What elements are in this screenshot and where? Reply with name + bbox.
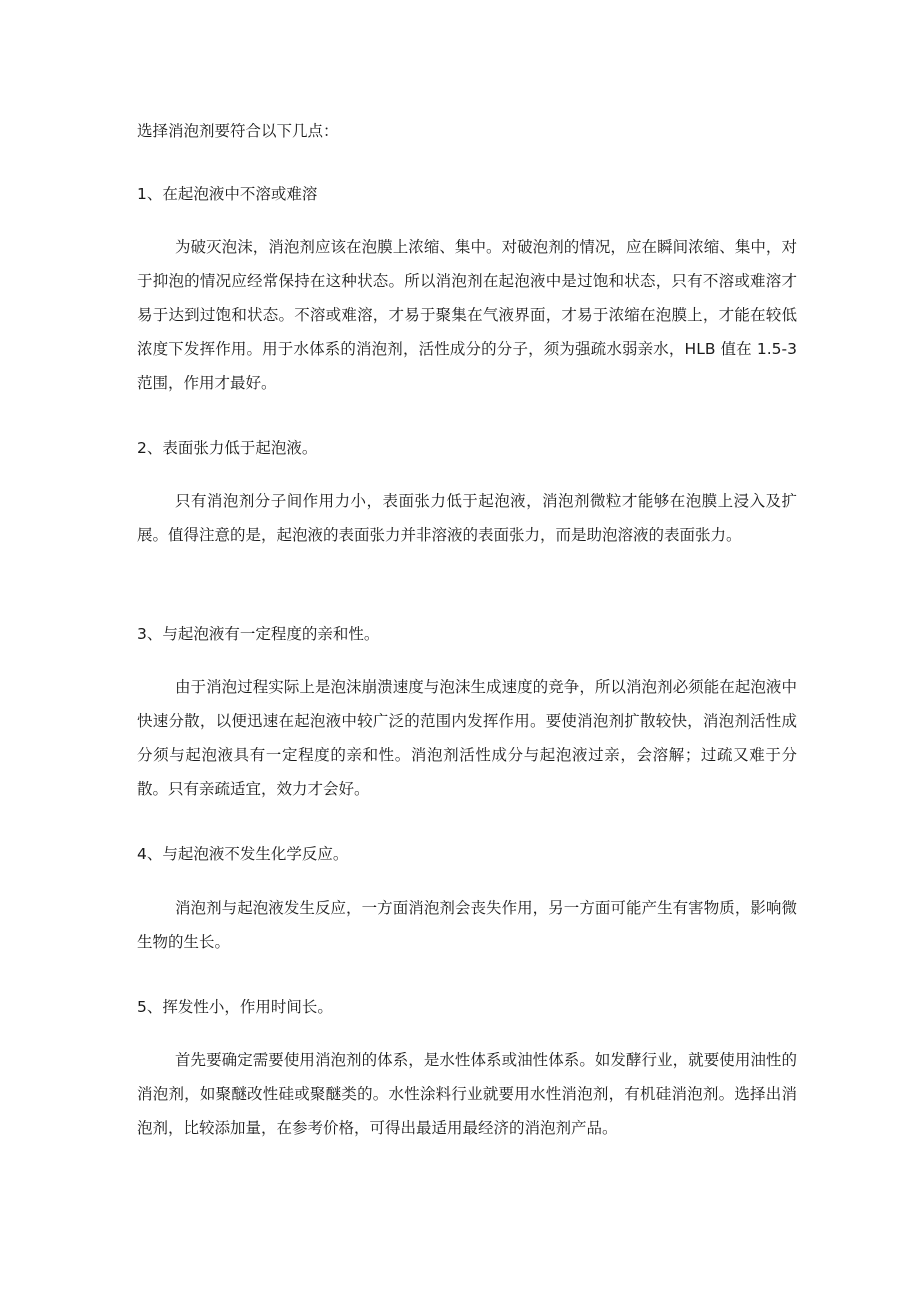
section-1-body: 为破灭泡沫，消泡剂应该在泡膜上浓缩、集中。对破泡剂的情况，应在瞬间浓缩、集中，对于抑泡的情况应经常保持在这种状态。所以消泡剂在起泡液中是过饱和状态，只有不溶或难溶才易于达到过饱和状态。不溶或难溶，才易于聚集在气液界面，才易于浓缩在泡膜上，才能在较低浓度下发挥作用。用于水体系的消泡剂，活性成分的分子，须为强疏水弱亲水，HLB 值在 1.5-3 范围，作用才最好。 [137,238,797,392]
section-3-heading: 3、与起泡液有一定程度的亲和性。 [137,625,380,643]
section-3-body: 由于消泡过程实际上是泡沫崩溃速度与泡沫生成速度的竞争，所以消泡剂必须能在起泡液中快速分散，以便迅速在起泡液中较广泛的范围内发挥作用。要使消泡剂扩散较快，消泡剂活性成分须与起泡液具有一定程度的亲和性。消泡剂活性成分与起泡液过亲，会溶解；过疏又难于分散。只有亲疏适宜，效力才会好。 [137,678,797,798]
section-4-body: 消泡剂与起泡液发生反应，一方面消泡剂会丧失作用，另一方面可能产生有害物质，影响微生物的生长。 [137,899,797,951]
section-1-heading: 1、在起泡液中不溶或难溶 [137,185,318,203]
section-5-body: 首先要确定需要使用消泡剂的体系，是水性体系或油性体系。如发酵行业，就要使用油性的消泡剂，如聚醚改性硅或聚醚类的。水性涂料行业就要用水性消泡剂，有机硅消泡剂。选择出消泡剂，比较添加量，在参考价格，可得出最适用最经济的消泡剂产品。 [137,1051,797,1137]
section-5-heading: 5、挥发性小，作用时间长。 [137,998,333,1016]
intro-text: 选择消泡剂要符合以下几点： [137,122,339,140]
section-2-heading: 2、表面张力低于起泡液。 [137,439,318,457]
section-2-body: 只有消泡剂分子间作用力小，表面张力低于起泡液，消泡剂微粒才能够在泡膜上浸入及扩展。值得注意的是，起泡液的表面张力并非溶液的表面张力，而是助泡溶液的表面张力。 [137,492,797,544]
section-4-heading: 4、与起泡液不发生化学反应。 [137,845,349,863]
